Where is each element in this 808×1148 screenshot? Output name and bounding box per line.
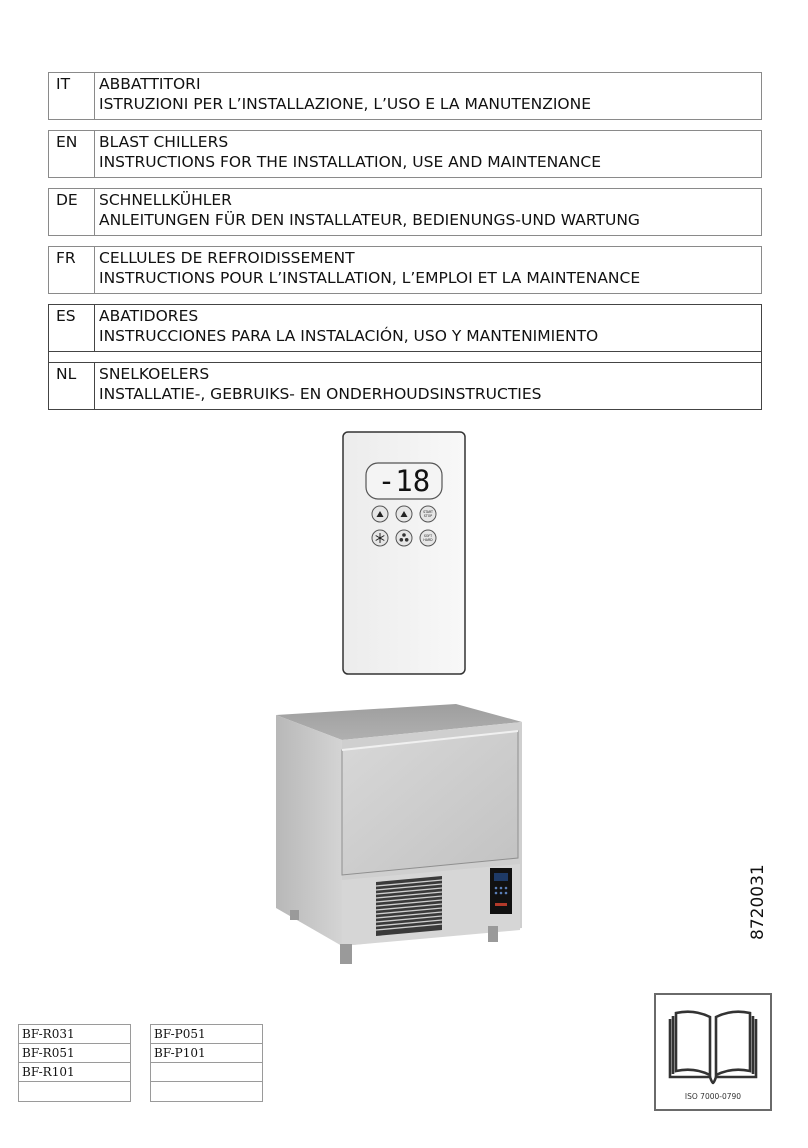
model-code bbox=[151, 1082, 262, 1101]
lang-row-es bbox=[48, 304, 762, 352]
iso-label: ISO 7000-0790 bbox=[684, 1092, 742, 1101]
lang-row-fr bbox=[48, 246, 762, 294]
soft-hard-label: SOFT HARD bbox=[423, 534, 433, 542]
unit-control-display bbox=[490, 868, 512, 914]
model-list-right bbox=[150, 1024, 263, 1102]
lang-title: BLAST CHILLERS bbox=[99, 133, 229, 151]
document-code: 8720031 bbox=[748, 864, 768, 940]
up-arrow-button-1[interactable] bbox=[372, 506, 388, 522]
lang-row-en bbox=[48, 130, 762, 178]
iso-manual-symbol bbox=[654, 993, 772, 1111]
panel-display: -18 bbox=[377, 464, 431, 498]
lang-code: FR bbox=[49, 247, 95, 293]
soft-hard-button[interactable] bbox=[420, 530, 436, 546]
vent-grille bbox=[376, 876, 442, 936]
model-list-left bbox=[18, 1024, 131, 1102]
lang-code: DE bbox=[49, 189, 95, 235]
lang-title: ABBATTITORI bbox=[99, 75, 201, 93]
lang-subtitle: INSTRUCTIONS FOR THE INSTALLATION, USE AND MAINTENANCE bbox=[99, 153, 602, 171]
blast-chiller-illustration bbox=[270, 698, 532, 966]
model-code: BF-R051 bbox=[19, 1044, 130, 1063]
start-stop-label: START STOP bbox=[423, 510, 433, 518]
lang-title: CELLULES DE REFROIDISSEMENT bbox=[99, 249, 355, 267]
lang-code: EN bbox=[49, 131, 95, 177]
fan-button[interactable] bbox=[396, 530, 412, 546]
lang-title: SNELKOELERS bbox=[99, 365, 210, 383]
snowflake-button[interactable] bbox=[372, 530, 388, 546]
model-code: BF-P051 bbox=[151, 1025, 262, 1044]
control-panel-illustration bbox=[342, 431, 466, 675]
lang-title: SCHNELLKÜHLER bbox=[99, 191, 232, 209]
lang-subtitle: INSTRUCCIONES PARA LA INSTALACIÓN, USO Y MANTENIMIENTO bbox=[99, 327, 599, 345]
lang-subtitle: ANLEITUNGEN FÜR DEN INSTALLATEUR, BEDIENUNGS-UND WARTUNG bbox=[99, 211, 640, 229]
lang-subtitle: INSTALLATIE-, GEBRUIKS- EN ONDERHOUDSINSTRUCTIES bbox=[99, 385, 542, 403]
lang-subtitle: ISTRUZIONI PER L’INSTALLAZIONE, L’USO E LA MANUTENZIONE bbox=[99, 95, 592, 113]
model-code bbox=[19, 1082, 130, 1101]
lang-code: ES bbox=[49, 305, 95, 351]
lang-row-nl bbox=[48, 362, 762, 410]
lang-row-it bbox=[48, 72, 762, 120]
lang-code: IT bbox=[49, 73, 95, 119]
start-stop-button[interactable] bbox=[420, 506, 436, 522]
model-code: BF-R031 bbox=[19, 1025, 130, 1044]
model-code: BF-R101 bbox=[19, 1063, 130, 1082]
lang-row-de bbox=[48, 188, 762, 236]
lang-title: ABATIDORES bbox=[99, 307, 199, 325]
up-arrow-button-2[interactable] bbox=[396, 506, 412, 522]
lang-subtitle: INSTRUCTIONS POUR L’INSTALLATION, L’EMPLOI ET LA MAINTENANCE bbox=[99, 269, 641, 287]
lang-code: NL bbox=[49, 363, 95, 409]
model-code: BF-P101 bbox=[151, 1044, 262, 1063]
model-code bbox=[151, 1063, 262, 1082]
